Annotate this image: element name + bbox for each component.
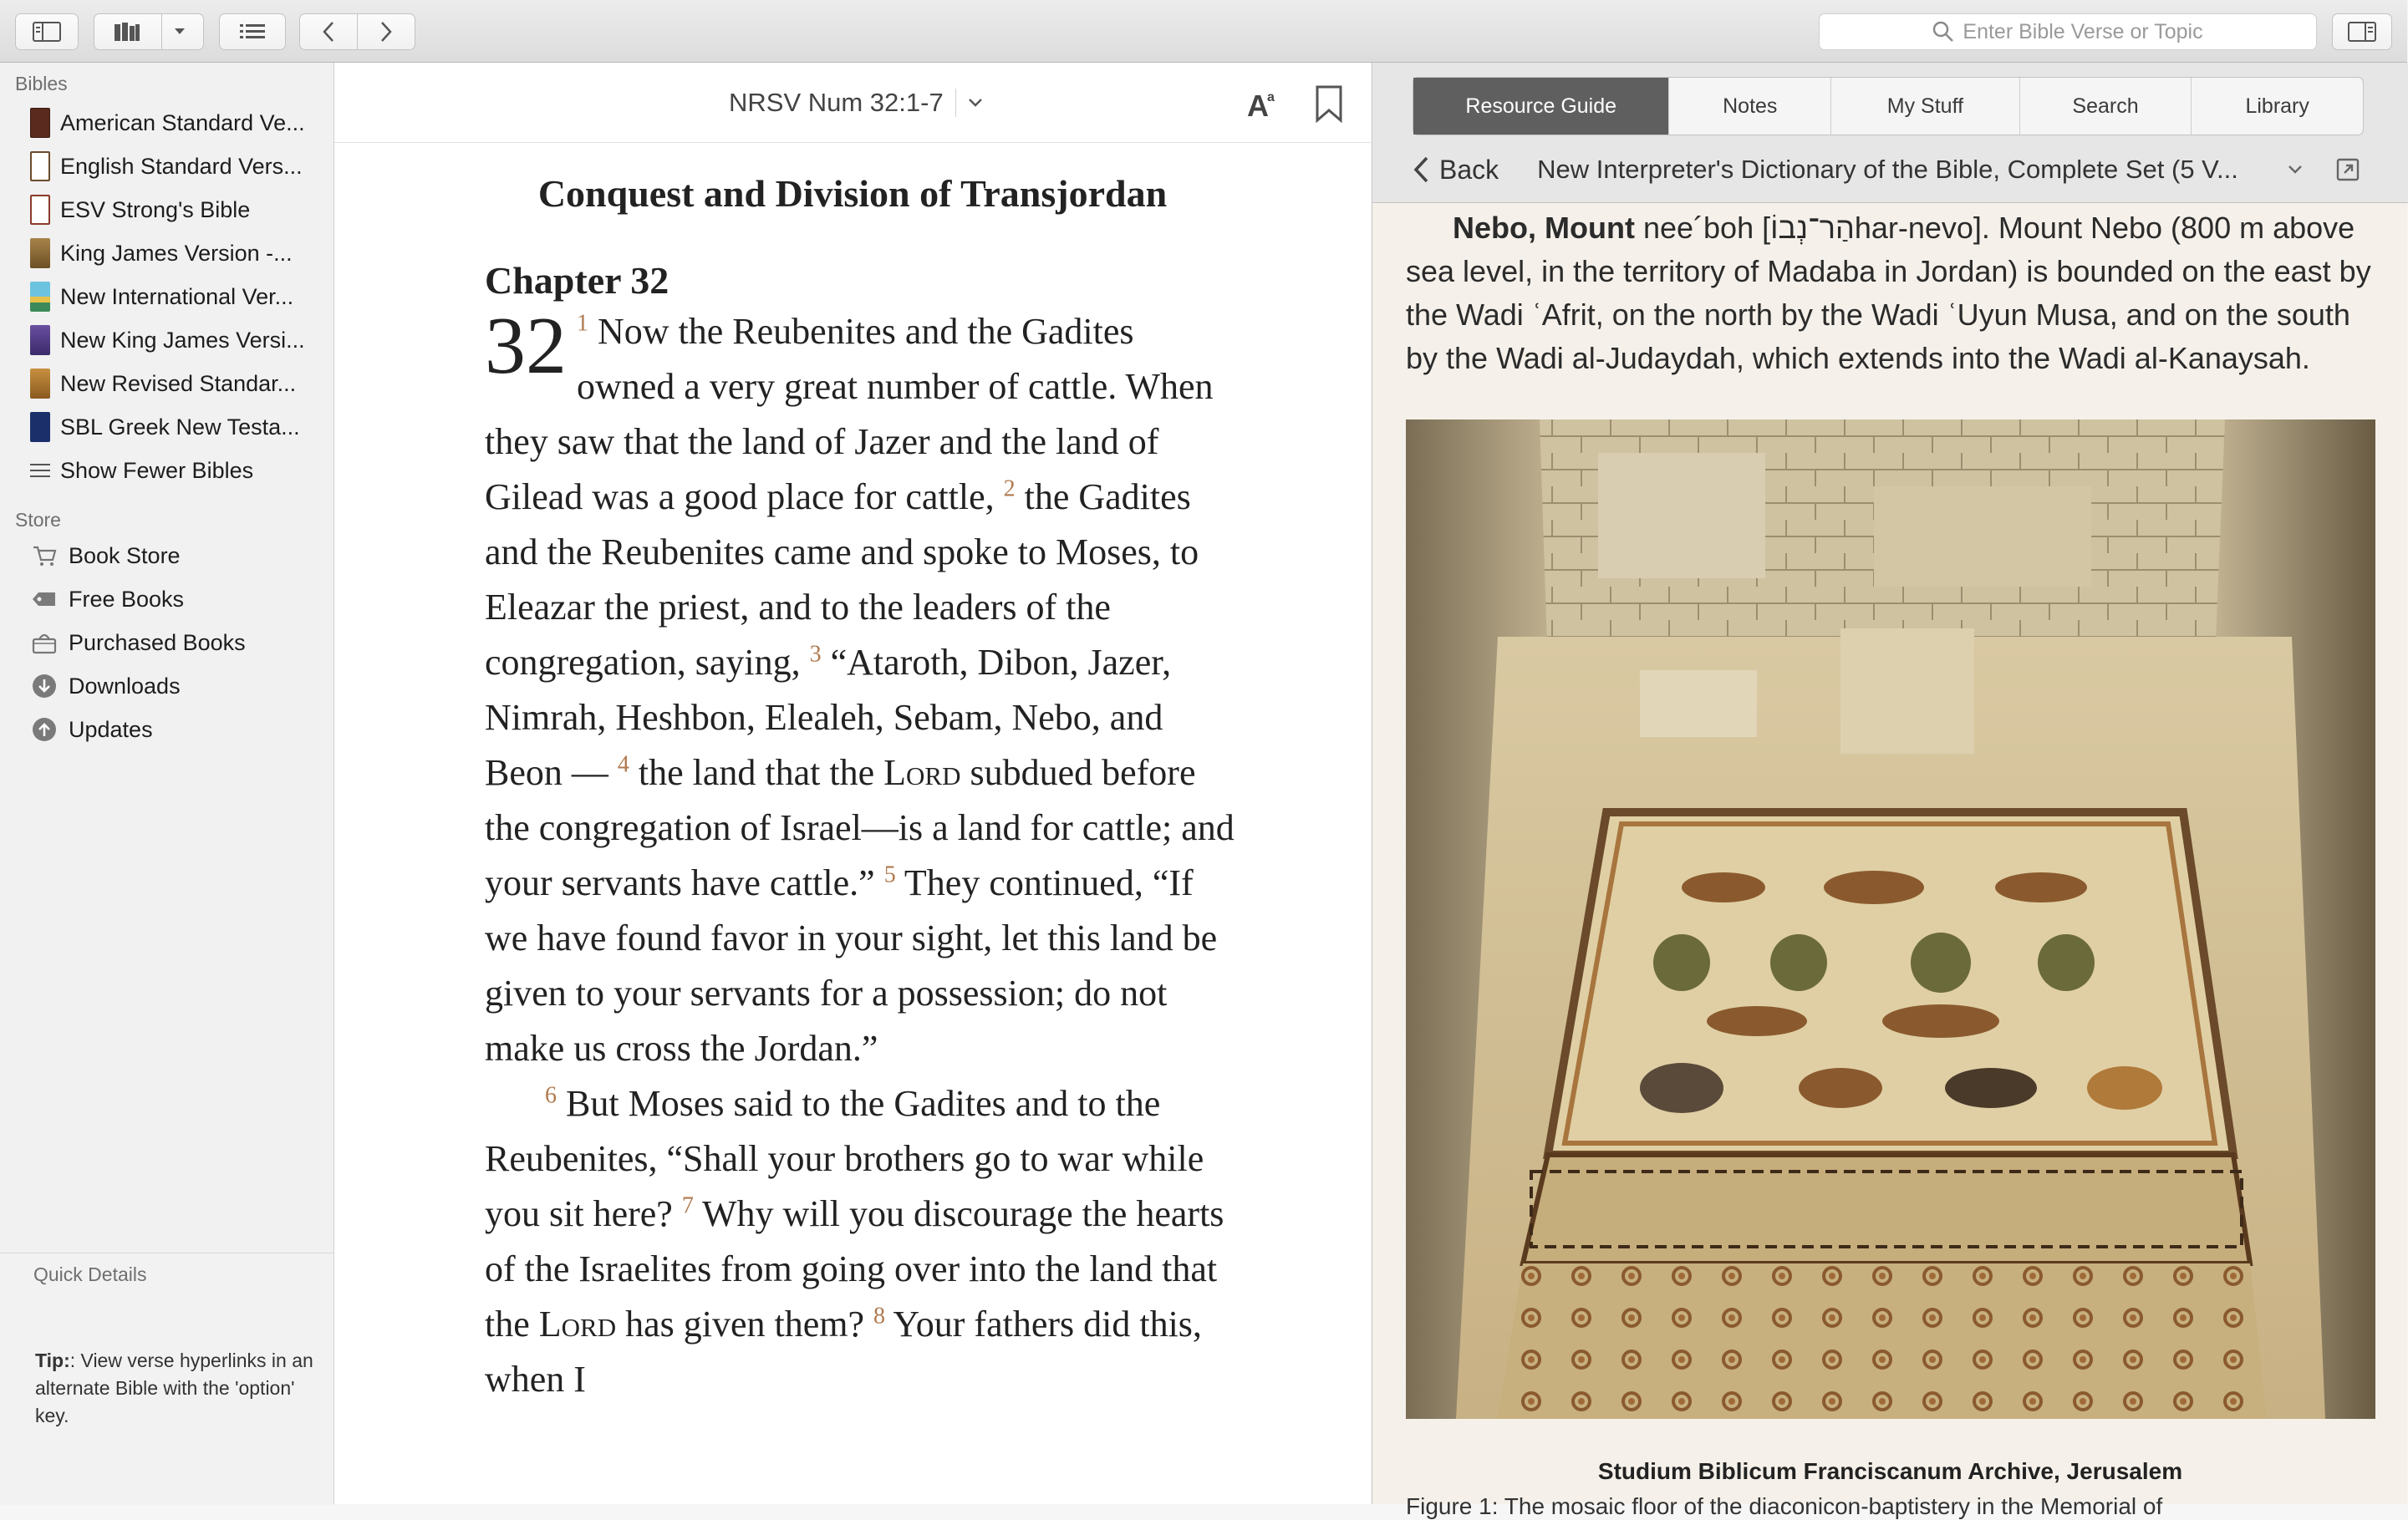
svg-text:A: A xyxy=(1247,89,1269,123)
sidebar-item-bible[interactable]: American Standard Ve... xyxy=(30,104,331,141)
sidebar-item-bible[interactable]: King James Version -... xyxy=(30,235,331,272)
bookmark-button[interactable] xyxy=(1312,84,1346,123)
reader-header xyxy=(334,63,1371,143)
verse-number[interactable]: 2 xyxy=(1003,475,1016,502)
entry-pronunciation: nee´boh [ xyxy=(1642,211,1771,245)
article-paragraph xyxy=(1406,206,2384,380)
guide-tabs xyxy=(1413,77,2364,135)
sidebar-item-bible[interactable]: SBL Greek New Testa... xyxy=(30,409,331,445)
forward-nav-button[interactable] xyxy=(357,13,415,50)
sidebar-item-bible[interactable]: ESV Strong's Bible xyxy=(30,191,331,228)
verse-number[interactable]: 4 xyxy=(617,751,629,778)
list-icon xyxy=(30,456,50,485)
dictionary-article xyxy=(1406,206,2384,380)
verse-text: subdued before the congregation of Israel—is a land for cattle; and your servants have cattle.” xyxy=(485,752,1235,903)
verse-number[interactable]: 5 xyxy=(883,862,896,888)
section-title: Conquest and Division of Transjordan xyxy=(537,172,1168,215)
book-cover-icon xyxy=(30,325,50,355)
bookmark-icon xyxy=(1312,84,1346,123)
tab-search[interactable]: Search xyxy=(2020,78,2192,135)
outline-button[interactable] xyxy=(219,13,286,50)
right-panel-icon xyxy=(2348,22,2376,42)
verse-text: They continued, “If we have found favor in your sight, let this land be given to your servants for a possession; do not make us cross the Jordan.” xyxy=(485,862,1218,1069)
book-cover-icon xyxy=(30,238,50,268)
text-size-icon xyxy=(1245,84,1280,121)
list-icon xyxy=(240,23,265,41)
bibles-heading: Bibles xyxy=(15,73,68,94)
back-label: Back xyxy=(1439,154,1499,185)
store-heading: Store xyxy=(15,509,61,531)
verse-number[interactable]: 7 xyxy=(681,1192,694,1219)
sidebar-icon xyxy=(33,22,61,42)
figure-description: Figure 1: The mosaic floor of the diaconicon-baptistery in the Memorial of xyxy=(1406,1493,2163,1519)
chevron-down-icon[interactable] xyxy=(2288,165,2303,175)
toggle-sidebar-button[interactable] xyxy=(15,13,79,50)
toggle-guide-button[interactable] xyxy=(2332,13,2392,50)
open-external-icon[interactable] xyxy=(2336,158,2360,181)
tab-resource-guide[interactable]: Resource Guide xyxy=(1413,78,1669,135)
download-icon xyxy=(30,672,59,700)
verse-text: Why will you discourage the hearts of the Israelites from going over into the land that the xyxy=(485,1193,1224,1345)
book-cover-icon xyxy=(30,108,50,138)
book-cover-icon xyxy=(30,151,50,181)
verse-text: Your fathers did this, when I xyxy=(485,1304,1202,1400)
paragraph xyxy=(485,1076,1237,1407)
entry-headword: Nebo, Mount xyxy=(1453,211,1635,245)
search-icon xyxy=(1932,21,1954,43)
update-icon xyxy=(30,715,59,744)
tab-notes[interactable]: Notes xyxy=(1669,78,1831,135)
verse-text: Now the Reubenites and the Gadites owned a very great number of cattle. When they saw that the land of Jazer and the land of Gilead was a good place for cattle, xyxy=(485,311,1214,517)
svg-text:a: a xyxy=(1267,90,1275,104)
sidebar-item-purchased-books[interactable]: Purchased Books xyxy=(30,624,331,661)
tag-icon xyxy=(30,585,59,613)
quick-details-title: Quick Details xyxy=(33,1263,147,1285)
sidebar-item-updates[interactable]: Updates xyxy=(30,711,331,748)
guide-nav-row xyxy=(1413,148,2390,191)
sidebar-item-bible[interactable]: New International Ver... xyxy=(30,278,331,315)
toolbar xyxy=(0,0,2407,63)
cart-icon xyxy=(30,541,59,570)
guide-header xyxy=(1372,63,2408,203)
quick-details-panel xyxy=(0,1253,333,1505)
sidebar-item-bible[interactable]: New King James Versi... xyxy=(30,322,331,358)
verse-text: the Gadites and the Reubenites came and spoke to Moses, to Eleazar the priest, and to the leaders of the congregation, saying, xyxy=(485,476,1199,683)
figure-caption: Studium Biblicum Franciscanum Archive, Jerusalem xyxy=(1597,1458,2183,1484)
paragraph xyxy=(485,301,1237,1076)
tip-label: Tip: xyxy=(35,1350,70,1371)
tip-text: : View verse hyperlinks in an alternate Bible with the 'option' key. xyxy=(35,1350,313,1426)
verse-number[interactable]: 3 xyxy=(809,641,822,668)
verse-number[interactable]: 1 xyxy=(577,310,588,337)
entry-text: har-nevo]. Mount Nebo (800 m above sea level, in the territory of Madaba in Jordan) is bounded on the east by the Wadi ʿAfrit, on the north by the Wadi ʿUyun Musa, and on the south by the Wadi al-Judaydah, which extends into the Wadi al-Kanaysah. xyxy=(1406,211,2371,375)
book-cover-icon xyxy=(30,282,50,312)
verse-text: has given them? xyxy=(625,1304,865,1345)
verse-text: the land that the xyxy=(638,752,875,793)
mosaic-image xyxy=(1406,419,2375,1419)
quick-details-tip xyxy=(35,1347,319,1430)
sidebar xyxy=(0,63,334,1504)
chevron-left-icon xyxy=(322,21,335,43)
reference-selector[interactable] xyxy=(729,88,983,118)
sidebar-item-bible[interactable]: New Revised Standar... xyxy=(30,365,331,402)
entry-hebrew: הַר־נְבוֹ xyxy=(1770,211,1855,245)
verse-text: But Moses said to the Gadites and to the Reubenites, “Shall your brothers go to war while you sit here? xyxy=(485,1083,1204,1234)
book-cover-icon xyxy=(30,412,50,442)
chevron-down-icon xyxy=(968,98,983,108)
basket-icon xyxy=(30,628,59,657)
resource-guide-panel xyxy=(1372,63,2407,1519)
back-button[interactable] xyxy=(1413,155,1499,186)
divine-name: Lord xyxy=(538,1304,617,1345)
text-size-button[interactable] xyxy=(1245,84,1280,121)
back-nav-button[interactable] xyxy=(299,13,358,50)
book-cover-icon xyxy=(30,195,50,225)
verse-number[interactable]: 8 xyxy=(873,1303,886,1329)
library-view-button[interactable] xyxy=(94,13,204,50)
chapter-title: Chapter 32 xyxy=(485,259,669,302)
divine-name: Lord xyxy=(883,752,961,793)
chevron-left-icon xyxy=(1413,155,1429,184)
tab-my-stuff[interactable]: My Stuff xyxy=(1831,78,2020,135)
reference-label: NRSV Num 32:1-7 xyxy=(729,88,944,117)
sidebar-item-free-books[interactable]: Free Books xyxy=(30,581,331,618)
books-icon xyxy=(113,21,141,43)
book-cover-icon xyxy=(30,369,50,399)
sidebar-item-bible[interactable]: English Standard Vers... xyxy=(30,148,331,185)
sidebar-item-book-store[interactable]: Book Store xyxy=(30,537,331,574)
bible-text xyxy=(485,143,1237,1407)
search-input[interactable] xyxy=(1819,13,2317,50)
chapter-number: 32 xyxy=(485,301,567,391)
show-fewer-bibles[interactable]: Show Fewer Bibles xyxy=(30,452,331,489)
verse-text: “Ataroth, Dibon, Jazer, Nimrah, Heshbon, Elealeh, Sebam, Nebo, and Beon — xyxy=(485,642,1172,793)
bible-reader-panel xyxy=(334,63,1371,1504)
chevron-right-icon xyxy=(379,21,393,43)
sidebar-item-downloads[interactable]: Downloads xyxy=(30,668,331,704)
resource-title[interactable]: New Interpreter's Dictionary of the Bible, Complete Set (5 V... xyxy=(1537,155,2238,184)
search-placeholder: Enter Bible Verse or Topic xyxy=(1963,19,2203,43)
tab-library[interactable]: Library xyxy=(2245,94,2309,118)
mosaic-photo[interactable] xyxy=(1406,419,2375,1419)
chevron-down-icon xyxy=(174,28,186,36)
verse-number[interactable]: 6 xyxy=(545,1082,557,1109)
